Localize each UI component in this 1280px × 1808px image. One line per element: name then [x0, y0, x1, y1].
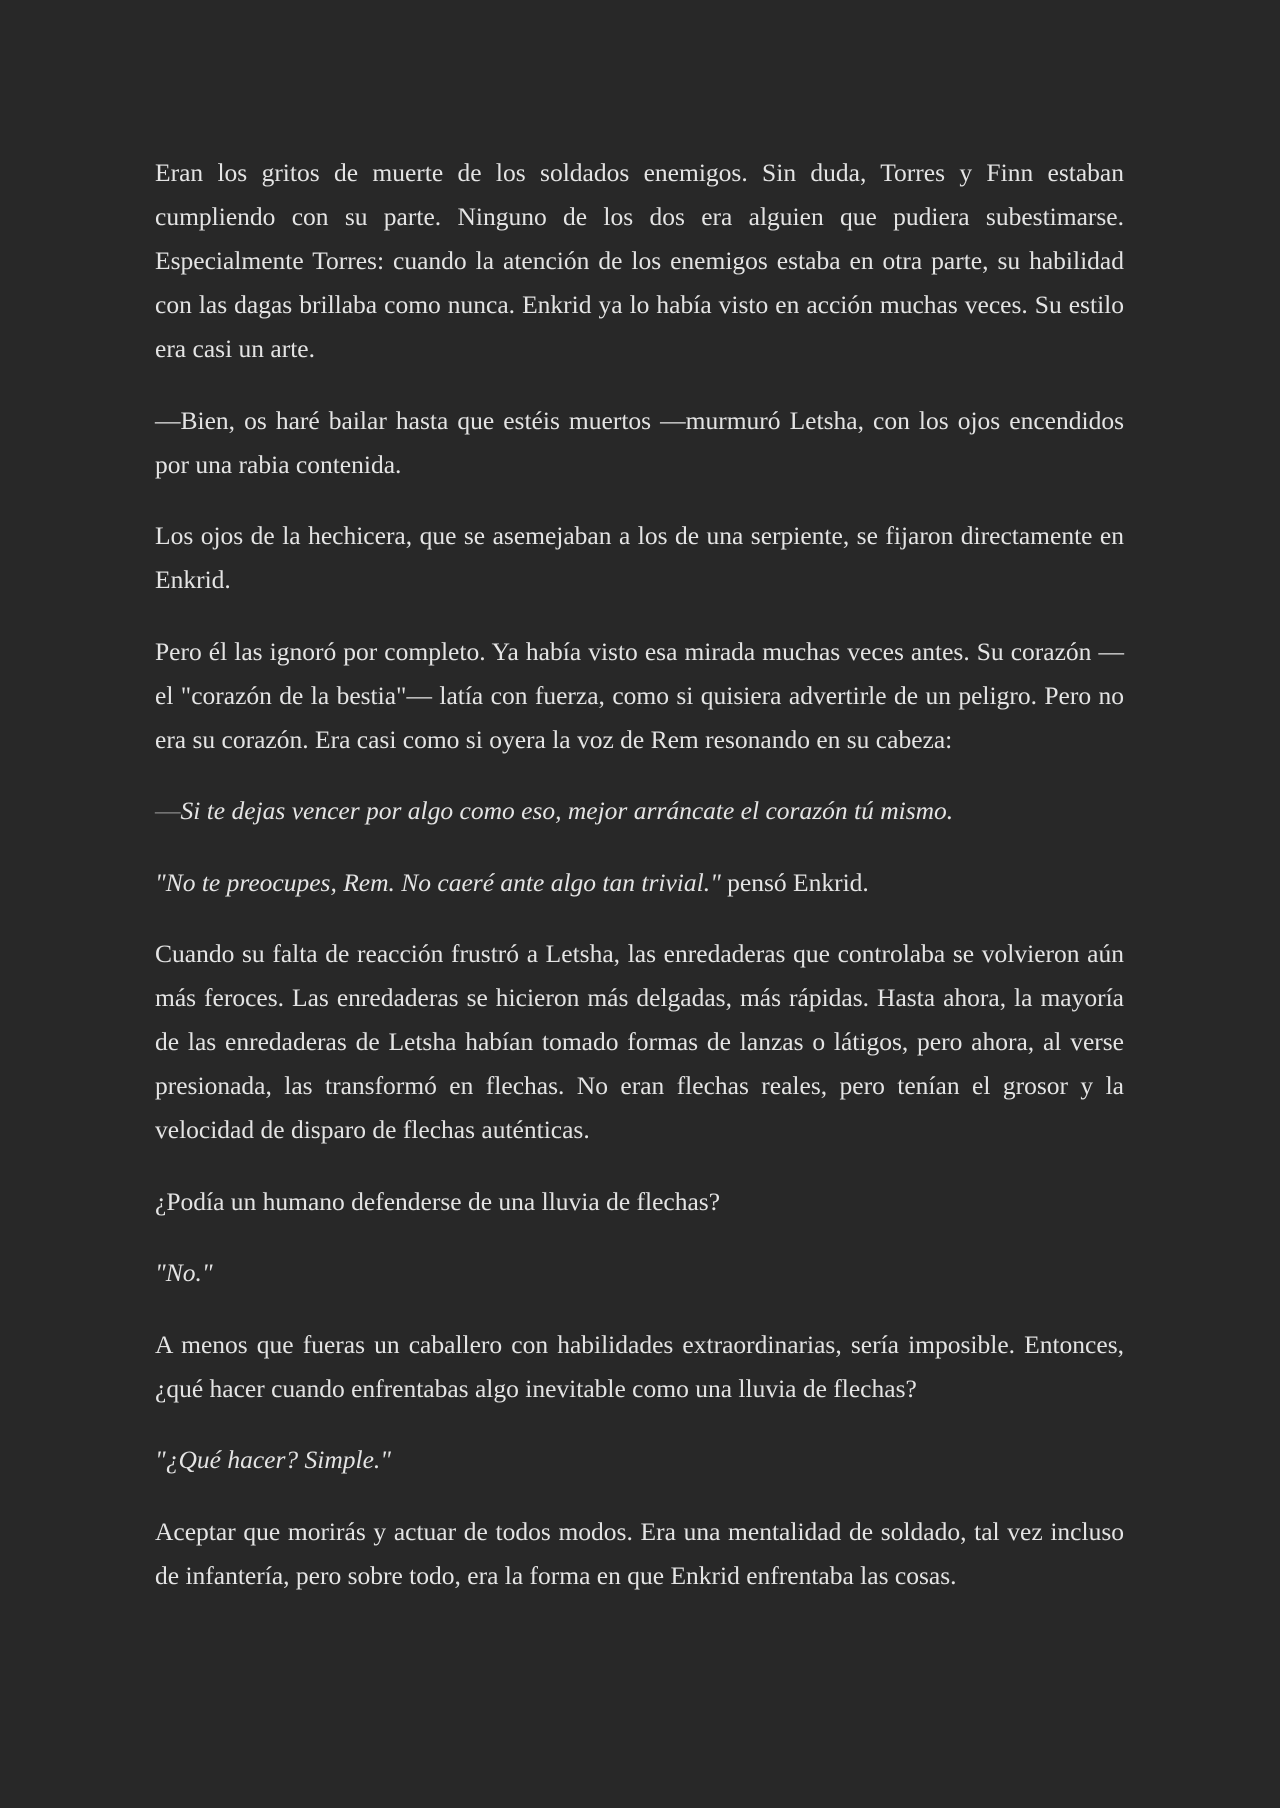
quote-text: Si te dejas vencer por algo como eso, mejor arráncate el corazón tú mismo.: [180, 796, 954, 825]
italic-line: [155, 1251, 1124, 1295]
thought-attribution: pensó Enkrid.: [720, 867, 869, 897]
paragraph: Cuando su falta de reacción frustró a Letsha, las enredaderas que controlaba se volvieron aún más feroces. Las enredaderas se hicieron más delgadas, más rápidas. Hasta ahora, la mayoría de las enredaderas de Letsha habían tomado formas de lanzas o látigos, pero ahora, al verse presionada, las transformó en flechas. No eran flechas reales, pero tenían el grosor y la velocidad de disparo de flechas auténticas.: [155, 939, 1124, 1144]
thought-paragraph: [155, 861, 1124, 905]
paragraph: —Bien, os haré bailar hasta que estéis muertos —murmuró Letsha, con los ojos encendidos por una rabia contenida.: [155, 405, 1124, 479]
paragraph: Pero él las ignoró por completo. Ya había visto esa mirada muchas veces antes. Su corazón —el "corazón de la bestia"— latía con fuerza, como si quisiera advertirle de un peligro. Pero no era su corazón. Era casi como si oyera la voz de Rem resonando en su cabeza:: [155, 636, 1124, 754]
paragraph: Aceptar que morirás y actuar de todos modos. Era una mentalidad de soldado, tal vez incluso de infantería, pero sobre todo, era la forma en que Enkrid enfrentaba las cosas.: [155, 1516, 1124, 1590]
thought-text: "No te preocupes, Rem. No caeré ante algo tan trivial.": [155, 867, 721, 897]
no-text: "No.": [155, 1258, 213, 1287]
paragraph: ¿Podía un humano defenderse de una lluvia de flechas?: [155, 1186, 721, 1216]
simple-text: "¿Qué hacer? Simple.": [155, 1445, 391, 1474]
paragraph: Los ojos de la hechicera, que se asemejaban a los de una serpiente, se fijaron directamente en Enkrid.: [155, 521, 1124, 594]
paragraph: A menos que fueras un caballero con habilidades extraordinarias, sería imposible. Entonces, ¿qué hacer cuando enfrentabas algo inevitable como una lluvia de flechas?: [155, 1329, 1124, 1403]
chapter-text: [155, 151, 1124, 1625]
rem-quote: [155, 789, 1124, 833]
italic-line: [155, 1438, 1124, 1482]
quote-dash: —: [155, 796, 181, 825]
paragraph: Eran los gritos de muerte de los soldados enemigos. Sin duda, Torres y Finn estaban cumpliendo con su parte. Ninguno de los dos era alguien que pudiera subestimarse. Especialmente Torres: cuando la atención de los enemigos estaba en otra parte, su habilidad con las dagas brillaba como nunca. Enkrid ya lo había visto en acción muchas veces. Su estilo era casi un arte.: [155, 158, 1124, 363]
